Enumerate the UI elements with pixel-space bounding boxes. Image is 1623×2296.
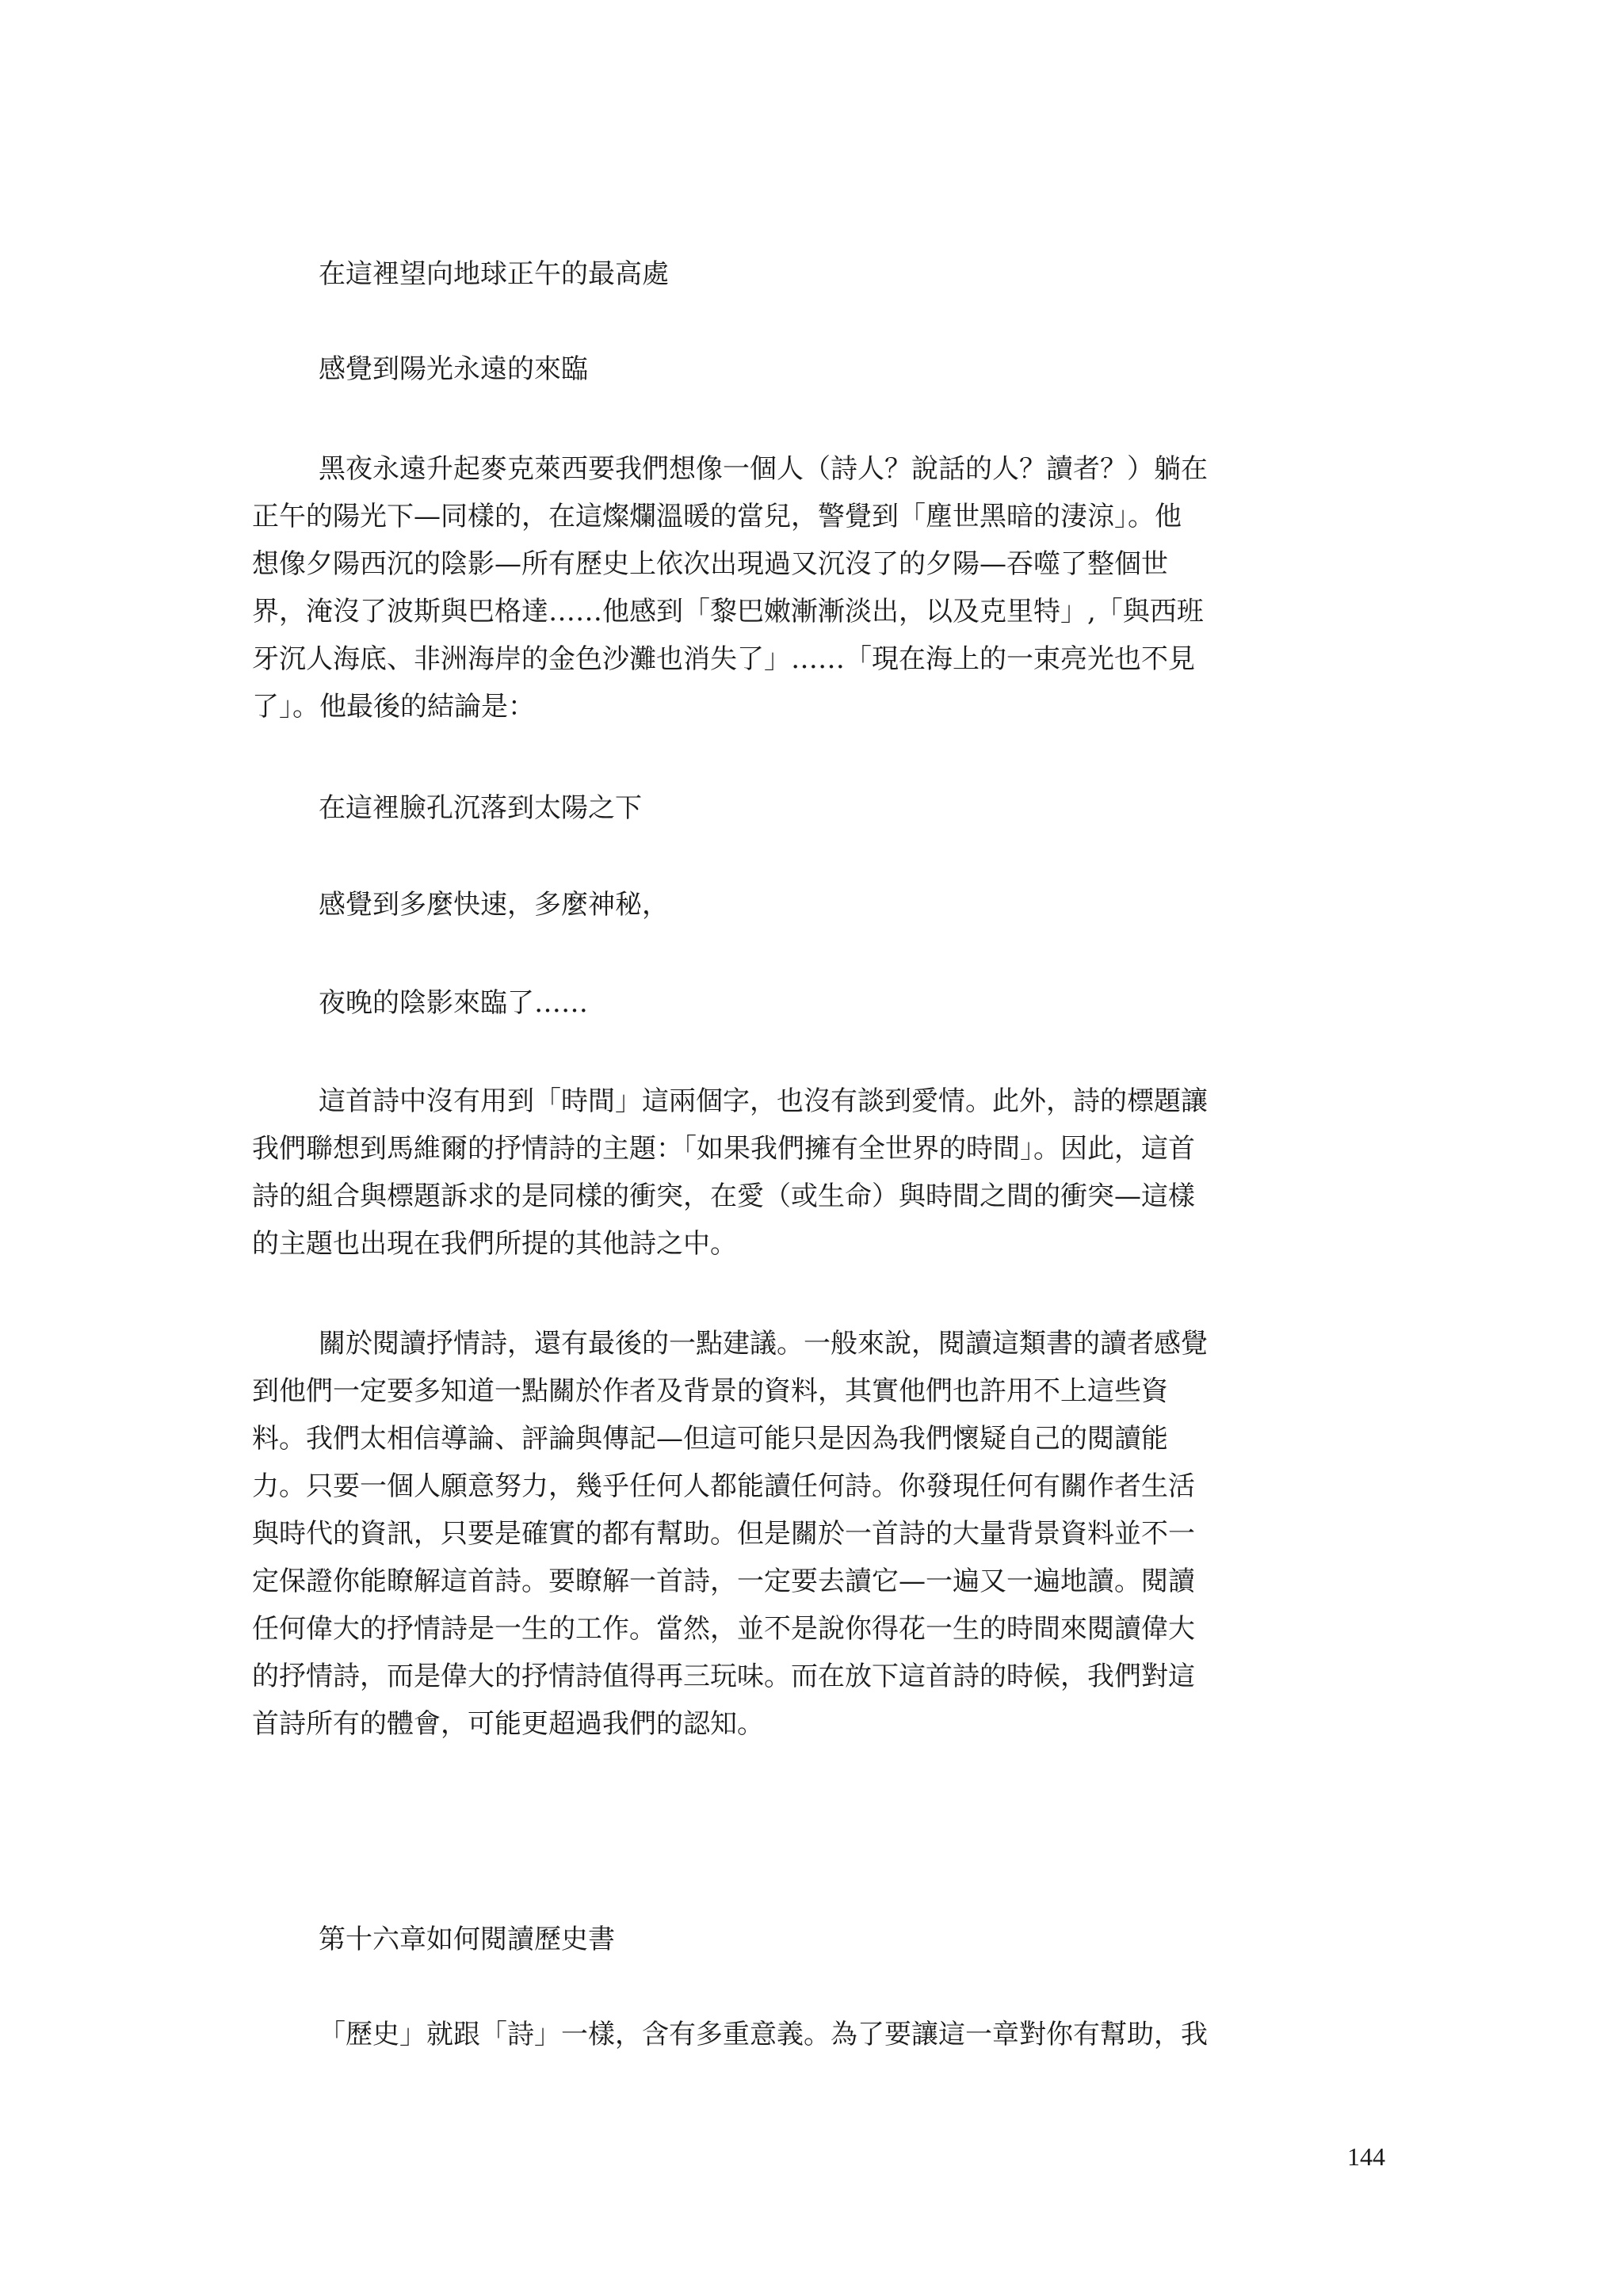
paragraph-line: 的主題也出現在我們所提的其他詩之中。	[252, 1228, 737, 1260]
paragraph-line: 料。我們太相信導論、評論與傳記—但這可能只是因為我們懷疑自己的閱讀能	[252, 1423, 1168, 1455]
verse-line: 在這裡望向地球正午的最高處	[319, 258, 669, 290]
paragraph-line: 與時代的資訊，只要是確實的都有幫助。但是關於一首詩的大量背景資料並不一	[252, 1518, 1195, 1550]
verse-line: 在這裡臉孔沉落到太陽之下	[319, 792, 642, 824]
verse-line: 夜晚的陰影來臨了……	[319, 987, 588, 1019]
paragraph-line: 黑夜永遠升起麥克萊西要我們想像一個人（詩人？說話的人？讀者？）躺在	[319, 453, 1208, 485]
paragraph-line: 到他們一定要多知道一點關於作者及背景的資料，其實他們也許用不上這些資	[252, 1375, 1168, 1407]
paragraph-line: 的抒情詩，而是偉大的抒情詩值得再三玩味。而在放下這首詩的時候，我們對這	[252, 1661, 1195, 1692]
paragraph-line: 關於閱讀抒情詩，還有最後的一點建議。一般來說，閱讀這類書的讀者感覺	[319, 1328, 1208, 1360]
verse-line: 感覺到陽光永遠的來臨	[319, 353, 588, 385]
paragraph-line: 詩的組合與標題訴求的是同樣的衝突，在愛（或生命）與時間之間的衝突—這樣	[252, 1180, 1195, 1212]
paragraph-line: 想像夕陽西沉的陰影—所有歷史上依次出現過又沉沒了的夕陽—吞噬了整個世	[252, 548, 1168, 580]
paragraph-line: 牙沉人海底、非洲海岸的金色沙灘也消失了」……「現在海上的一束亮光也不見	[252, 643, 1195, 675]
verse-line: 感覺到多麼快速，多麼神秘，	[319, 889, 669, 921]
page-number: 144	[1347, 2142, 1385, 2171]
paragraph-line: 任何偉大的抒情詩是一生的工作。當然，並不是說你得花一生的時間來閱讀偉大	[252, 1613, 1195, 1645]
paragraph-line: 我們聯想到馬維爾的抒情詩的主題：「如果我們擁有全世界的時間」。因此，這首	[252, 1133, 1195, 1165]
paragraph-line: 首詩所有的體會，可能更超過我們的認知。	[252, 1708, 764, 1740]
paragraph-line: 界，淹沒了波斯與巴格達……他感到「黎巴嫩漸漸淡出，以及克里特」,「與西班	[252, 596, 1204, 627]
chapter-title: 第十六章如何閱讀歷史書	[319, 1924, 615, 1955]
paragraph-line: 了」。他最後的結論是：	[252, 691, 535, 723]
paragraph-line: 正午的陽光下—同樣的，在這燦爛溫暖的當兒，警覺到「塵世黑暗的淒涼」。他	[252, 501, 1182, 532]
paragraph-line: 定保證你能瞭解這首詩。要瞭解一首詩，一定要去讀它—一遍又一遍地讀。閱讀	[252, 1566, 1195, 1597]
paragraph-line: 這首詩中沒有用到「時間」這兩個字，也沒有談到愛情。此外，詩的標題讓	[319, 1085, 1208, 1117]
paragraph-line: 「歷史」就跟「詩」一樣，含有多重意義。為了要讓這一章對你有幫助，我	[319, 2019, 1208, 2050]
paragraph-line: 力。只要一個人願意努力，幾乎任何人都能讀任何詩。你發現任何有關作者生活	[252, 1470, 1195, 1502]
